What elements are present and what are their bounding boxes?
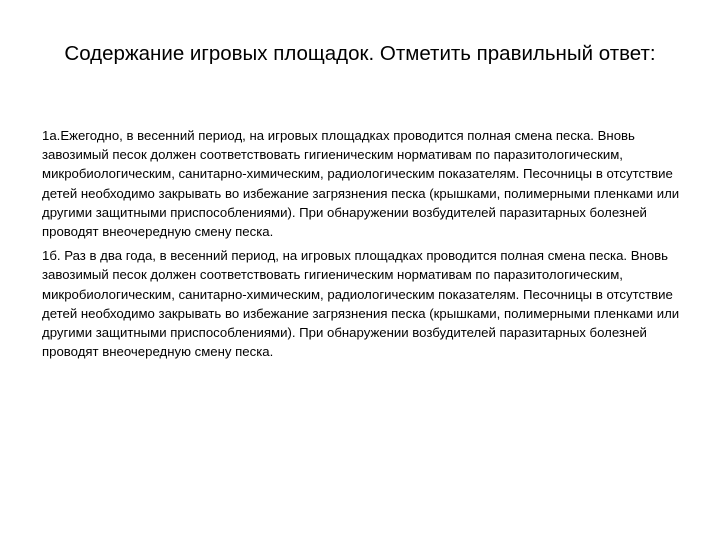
- slide-title: Содержание игровых площадок. Отметить правильный ответ:: [64, 42, 656, 65]
- answer-option-1a: 1а.Ежегодно, в весенний период, на игровых площадках проводится полная смена песка. Вновь завозимый песок должен соответствовать гигиеническим нормативам по паразитологическим, микробиологическим, санитарно-химическим, радиологическим показателям. Песочницы в отсутствие детей необходимо закрывать во избежание загрязнения песка (крышками, полимерными пленками или другими защитными приспособлениями). При обнаружении возбудителей паразитарных болезней проводят внеочередную смену песка.: [42, 128, 680, 240]
- answer-option-1b: 1б. Раз в два года, в весенний период, на игровых площадках проводится полная смена песка. Вновь завозимый песок должен соответствовать гигиеническим нормативам по паразитологическим, микробиологическим, санитарно-химическим, радиологическим показателям. Песочницы в отсутствие детей необходимо закрывать во избежание загрязнения песка (крышками, полимерными пленками или другими защитными приспособлениями). При обнаружении возбудителей паразитарных болезней проводят внеочередную смену песка.: [42, 248, 680, 360]
- answer-options-list: [42, 126, 682, 366]
